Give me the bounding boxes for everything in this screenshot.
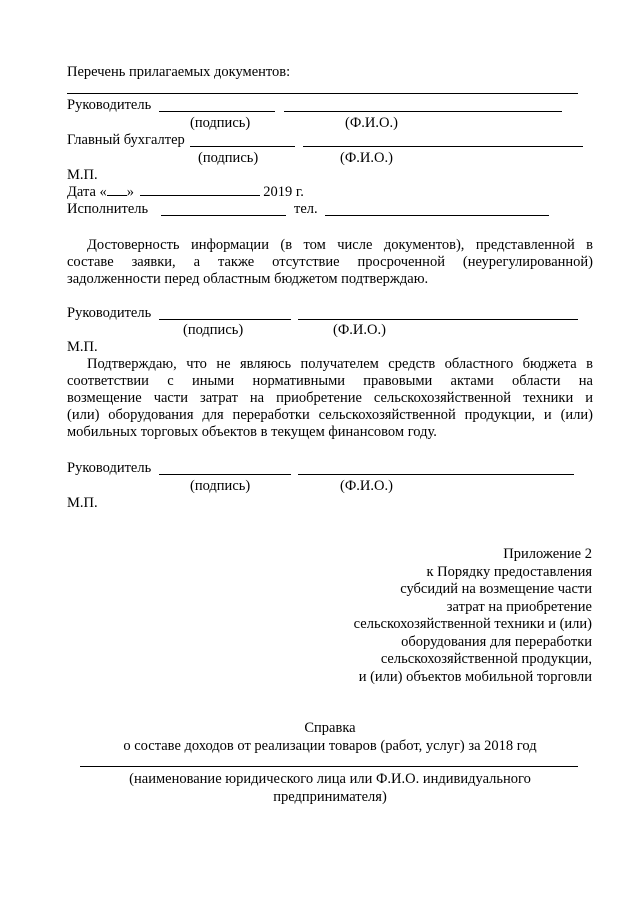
head-label: Руководитель <box>67 460 152 476</box>
certificate-title: Справка <box>304 720 356 736</box>
month-blank <box>140 184 260 196</box>
confirmation-line-4: (или) оборудования для переработки сельскохозяйственной продукции, и (или) <box>67 407 593 423</box>
documents-title: Перечень прилагаемых документов: <box>67 64 291 80</box>
reliability-line-2: составе заявки, а также отсутствие просроченной (неурегулированной) <box>67 254 593 270</box>
head-label: Руководитель <box>67 305 152 321</box>
executor-label: Исполнитель <box>67 201 149 217</box>
organization-caption-2: предпринимателя) <box>273 789 387 805</box>
signature-caption: (подпись) <box>198 150 259 166</box>
fio-caption: (Ф.И.О.) <box>345 115 398 131</box>
date-mid: » <box>126 184 135 200</box>
appendix-line: затрат на приобретение <box>446 598 592 615</box>
head-signature-line <box>159 319 291 320</box>
accountant-fio-line <box>303 146 583 147</box>
confirmation-line-5: мобильных торговых объектов в текущем финансовом году. <box>67 424 437 440</box>
seal-mark: М.П. <box>67 339 98 355</box>
head-label: Руководитель <box>67 97 152 113</box>
appendix-line: субсидий на возмещение части <box>400 581 592 597</box>
appendix-line: сельскохозяйственной техники и (или) <box>353 616 592 632</box>
phone-label: тел. <box>294 201 318 217</box>
confirmation-line-3: возмещение части затрат на приобретение сельскохозяйственной техники и <box>67 390 593 406</box>
signature-caption: (подпись) <box>183 322 244 338</box>
organization-caption-1: (наименование юридического лица или Ф.И.О. индивидуального <box>129 771 531 787</box>
fio-caption: (Ф.И.О.) <box>340 478 393 494</box>
executor-name-line <box>161 215 286 216</box>
head-fio-line <box>298 319 578 320</box>
reliability-line-1: Достоверность информации (в том числе документов), представленной в <box>87 237 593 253</box>
head-signature-line <box>159 474 291 475</box>
date-line <box>67 184 304 201</box>
accountant-signature-line <box>190 146 295 147</box>
signature-caption: (подпись) <box>190 478 251 494</box>
appendix-number: Приложение 2 <box>503 546 592 562</box>
confirmation-line-2: соответствии с иными нормативными правовыми актами области на <box>67 373 593 389</box>
reliability-line-3: задолженности перед областным бюджетом подтверждаю. <box>67 271 429 287</box>
certificate-subtitle: о составе доходов от реализации товаров (работ, услуг) за 2018 год <box>123 738 537 754</box>
head-fio-line <box>284 111 562 112</box>
appendix-line: оборудования для переработки <box>401 633 592 650</box>
head-signature-line <box>159 111 275 112</box>
phone-line <box>325 215 549 216</box>
appendix-line: сельскохозяйственной продукции, <box>380 651 592 667</box>
fio-caption: (Ф.И.О.) <box>340 150 393 166</box>
fio-caption: (Ф.И.О.) <box>333 322 386 338</box>
documents-blank-line <box>67 93 578 94</box>
day-blank <box>107 184 127 196</box>
appendix-line: и (или) объектов мобильной торговли <box>358 668 592 685</box>
seal-mark: М.П. <box>67 495 98 511</box>
appendix-line: к Порядку предоставления <box>426 563 592 580</box>
seal-mark: М.П. <box>67 167 98 183</box>
signature-caption: (подпись) <box>190 115 251 131</box>
head-fio-line <box>298 474 574 475</box>
date-prefix: Дата « <box>67 184 107 200</box>
accountant-label: Главный бухгалтер <box>67 132 185 148</box>
confirmation-line-1: Подтверждаю, что не являюсь получателем средств областного бюджета в <box>87 356 593 372</box>
organization-name-line <box>80 766 578 767</box>
date-year: 2019 г. <box>263 184 304 200</box>
